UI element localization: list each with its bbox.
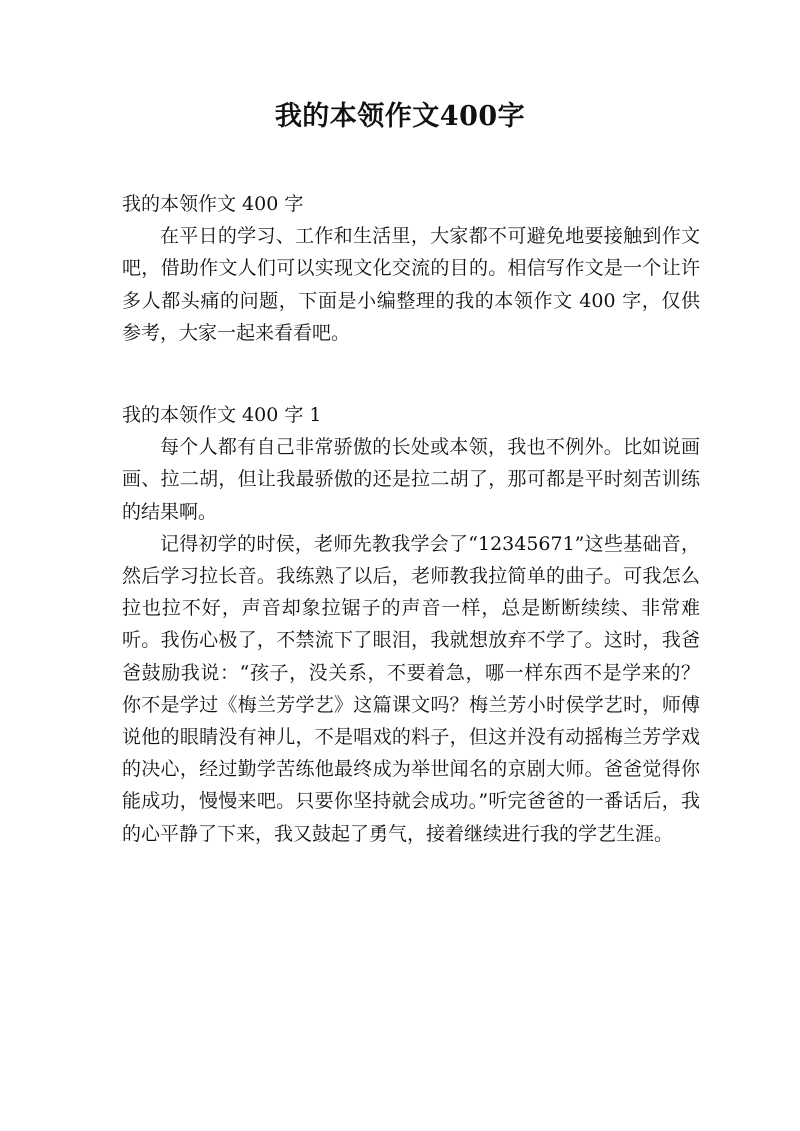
section-spacer [122,349,700,399]
section-heading: 我的本领作文 400 字 1 [122,404,322,427]
intro-paragraph: 在平日的学习、工作和生活里，大家都不可避免地要接触到作文吧，借助作文人们可以实现文化交流的目的。相信写作文是一个让许多人都头痛的问题，下面是小编整理的我的本领作文 400 字，仅供参考，大家一起来看看吧。 [122,225,700,344]
intro-heading: 我的本领作文 400 字 [122,193,304,215]
document-title: 我的本领作文400字 [274,101,526,132]
body-paragraph-1: 每个人都有自己非常骄傲的长处或本领，我也不例外。比如说画画、拉二胡，但让我最骄傲的还是拉二胡了，那可都是平时刻苦训练的结果啊。 [122,436,700,523]
body-paragraph-2: 记得初学的时侯，老师先教我学会了“12345671”这些基础音，然后学习拉长音。我练熟了以后，老师教我拉简单的曲子。可我怎么拉也拉不好，声音却象拉锯子的声音一样，总是断断续续、非常难听。我伤心极了，不禁流下了眼泪，我就想放弃不学了。这时，我爸爸鼓励我说：“孩子，没关系，不要着急，哪一样东西不是学来的？你不是学过《梅兰芳学艺》这篇课文吗？梅兰芳小时侯学艺时，师傅说他的眼睛没有神儿，不是唱戏的料子，但这并没有动摇梅兰芳学戏的决心，经过勤学苦练他最终成为举世闻名的京剧大师。爸爸觉得你能成功，慢慢来吧。只要你坚持就会成功。”听完爸爸的一番话后，我的心平静了下来，我又鼓起了勇气，接着继续进行我的学艺生涯。 [122,532,700,845]
document-body [122,188,700,850]
